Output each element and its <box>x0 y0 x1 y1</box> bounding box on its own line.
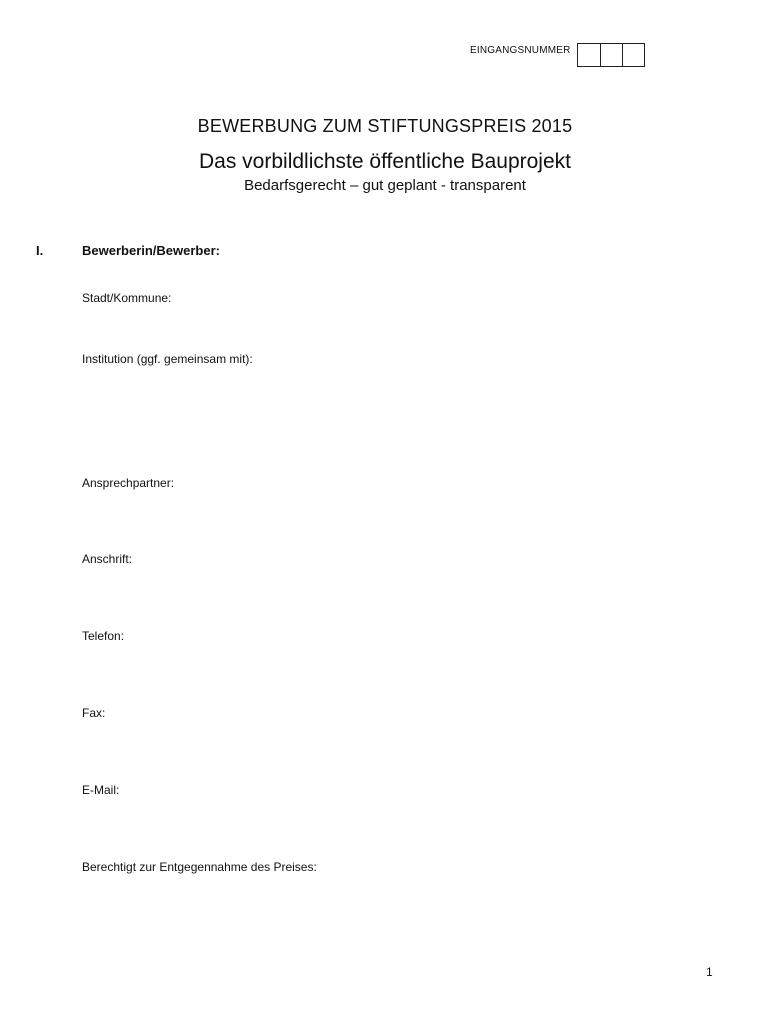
field-label-institution: Institution (ggf. gemeinsam mit): <box>82 352 253 366</box>
eingangsnummer-box-1[interactable] <box>578 44 600 66</box>
section-title: Bewerberin/Bewerber: <box>82 243 220 258</box>
document-title: BEWERBUNG ZUM STIFTUNGSPREIS 2015 <box>197 116 573 136</box>
document-subtitle: Das vorbildlichste öffentliche Bauprojekt <box>199 150 571 173</box>
field-label-berechtigt: Berechtigt zur Entgegennahme des Preises: <box>82 860 317 874</box>
field-label-stadt-kommune: Stadt/Kommune: <box>82 291 172 305</box>
field-label-ansprechpartner: Ansprechpartner: <box>82 476 175 490</box>
field-label-fax: Fax: <box>82 706 106 720</box>
eingangsnummer-box-3[interactable] <box>622 44 644 66</box>
document-tagline: Bedarfsgerecht – gut geplant - transparent <box>244 177 526 194</box>
field-label-anschrift: Anschrift: <box>82 552 133 566</box>
eingangsnummer-box-2[interactable] <box>600 44 622 66</box>
eingangsnummer-label: EINGANGSNUMMER <box>470 45 571 56</box>
section-number: I. <box>36 243 44 258</box>
eingangsnummer-block <box>470 43 645 67</box>
eingangsnummer-boxes <box>577 43 645 67</box>
field-label-telefon: Telefon: <box>82 629 125 643</box>
field-label-email: E-Mail: <box>82 783 120 797</box>
page-number: 1 <box>706 965 713 979</box>
